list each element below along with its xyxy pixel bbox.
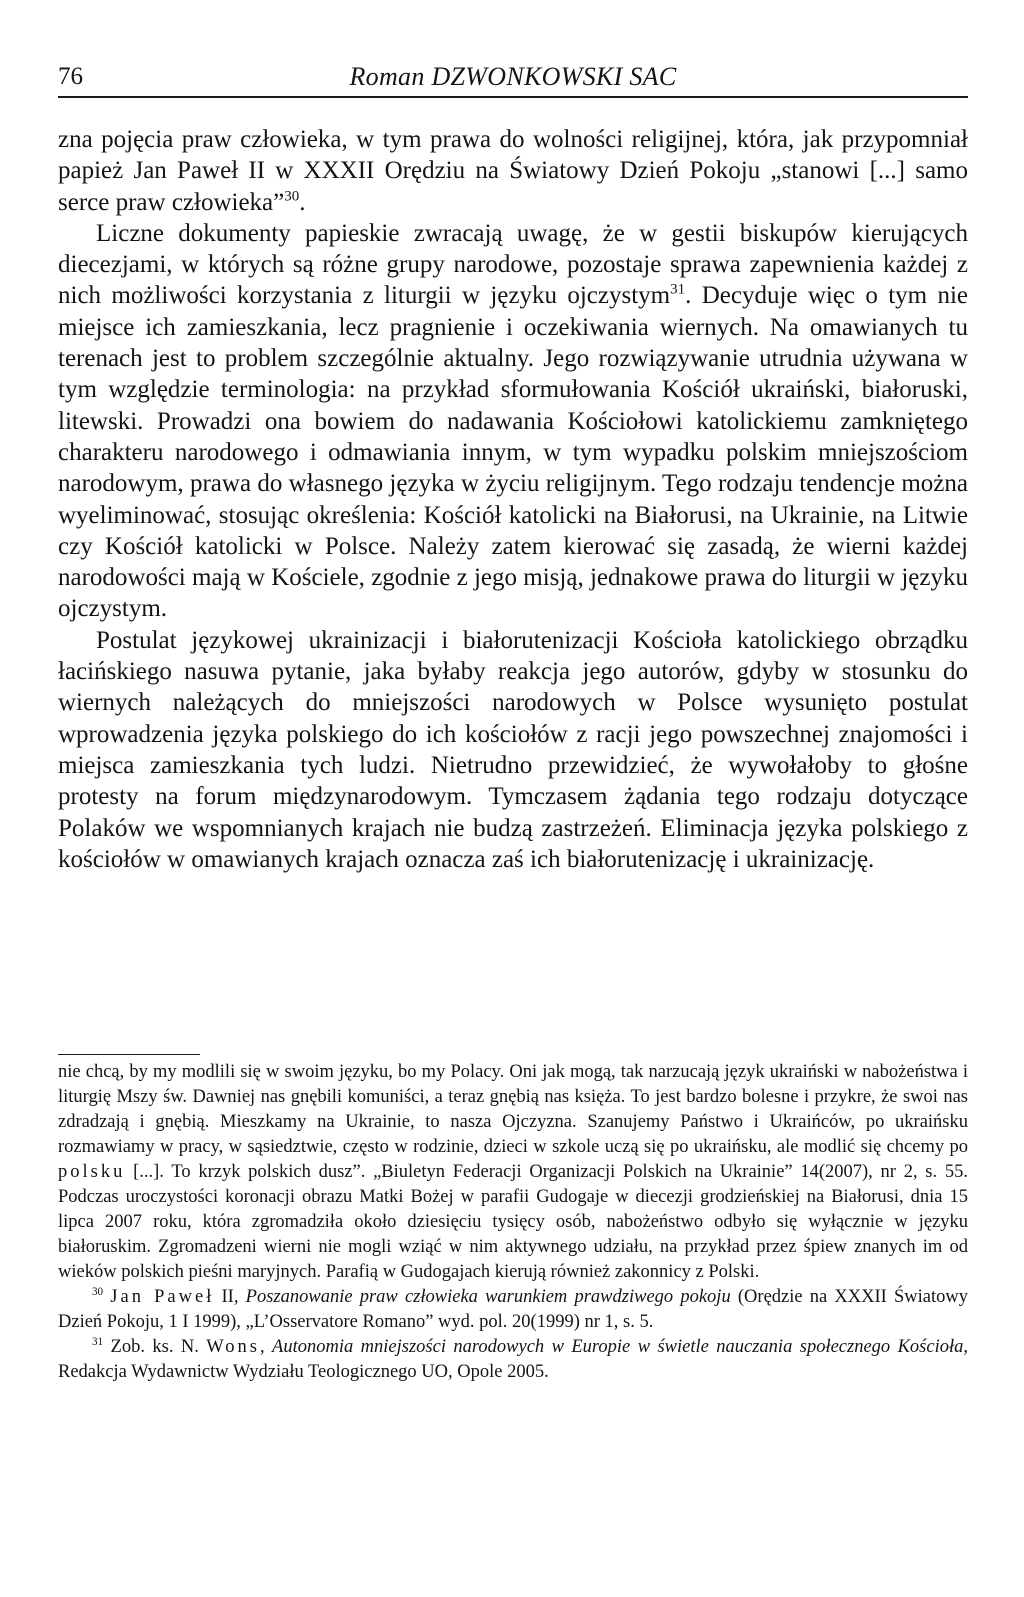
- footnote-30: $^{30}$ Jan Paweł II, Poszanowanie praw człowieka warunkiem prawdziwego pokoju (Orędzie na XXXII Światowy Dzień Pokoju, 1 I 1999), „L’Osservatore Romano” wyd. pol. 20(1999) nr 1, s. 5.: [58, 1285, 969, 1332]
- footnote-number: 31: [92, 1335, 104, 1348]
- header-rule: [58, 96, 968, 98]
- footnotes: [58, 1060, 968, 1385]
- paragraph-1: zna pojęcia praw człowieka, w tym prawa do wolności religijnej, która, jak przypomniał papież Jan Paweł II w XXXII Orędziu na Światowy Dzień Pokoju „stanowi [...] samo serce praw człowieka”$^{30}$.: [58, 126, 968, 216]
- paragraph-2: Liczne dokumenty papieskie zwracają uwagę, że w gestii biskupów kierujących diecezjami, w których są różne grupy narodowe, pozostaje sprawa zapewnienia każdej z nich możliwości korzystania z liturgii w języku ojczystym$^{31}$. Decyduje więc o tym nie miejsce ich zamieszkania, lecz pragnienie i oczekiwania wiernych. Na omawianych tu terenach jest to problem szczególnie aktualny. Jego rozwiązywanie utrudnia używana w tym względzie terminologia: na przykład sformułowania Kościół ukraiński, białoruski, litewski. Prowadzi ona bowiem do nadawania Kościołowi katolickiemu zamkniętego charakteru narodowego i odmawiania innym, w tym wypadku polskim mniejszościom narodowym, prawa do własnego języka w życiu religijnym. Tego rodzaju tendencje można wyeliminować, stosując określenia: Kościół katolicki na Białorusi, na Ukrainie, na Litwie czy Kościół katolicki w Polsce. Należy zatem kierować się zasadą, że wierni każdej narodowości mają w Kościele, zgodnie z jego misją, jednakowe prawa do liturgii w języku ojczystym.: [58, 219, 968, 623]
- footnote-ref-30[interactable]: 30: [284, 188, 300, 205]
- main-text: [58, 124, 968, 875]
- running-head: [58, 58, 968, 98]
- footnote-continuation: nie chcą, by my modlili się w swoim języku, bo my Polacy. Oni jak mogą, tak narzucają język ukraiński w nabożeństwa i liturgię Mszy św. Dawniej nas gnębili komuniści, a teraz gnębią nas księża. To jest bardzo bolesne i przykre, że swoi nas zdradzają i gnębią. Mieszkamy na Ukrainie, to nasza Ojczyzna. Szanujemy Państwo i Ukraińców, po ukraińsku rozmawiamy w pracy, w sąsiedztwie, często w rodzinie, dzieci w szkole uczą się po ukraińsku, ale modlić się chcemy po polsku [...]. To krzyk polskich dusz”. „Biuletyn Federacji Organizacji Polskich na Ukrainie” 14(2007), nr 2, s. 55. Podczas uroczystości koronacji obrazu Matki Bożej w parafii Gudogaje w diecezji grodzieńskiej na Białorusi, dnia 15 lipca 2007 roku, która zgromadziła około dziesięciu tysięcy osób, nabożeństwo odbyło się wyłącznie w języku białoruskim. Zgromadzeni wierni nie mogli wziąć w nim aktywnego udziału, na przykład przez śpiew znanych im od wieków polskich pieśni maryjnych. Parafią w Gudogajach kierują również zakonnicy z Polski.: [58, 1062, 968, 1282]
- page-number: 76: [58, 63, 83, 90]
- running-title: Roman DZWONKOWSKI SAC: [349, 62, 677, 91]
- footnote-ref-31[interactable]: 31: [670, 282, 686, 299]
- footnote-separator: [58, 1054, 200, 1055]
- footnote-31: $^{31}$ Zob. ks. N. Wons, Autonomia mniejszości narodowych w Europie w świetle nauczania społecznego Kościoła, Redakcja Wydawnictw Wydziału Teologicznego UO, Opole 2005.: [58, 1335, 969, 1382]
- paragraph-3: Postulat językowej ukrainizacji i białorutenizacji Kościoła katolickiego obrządku łacińskiego nasuwa pytanie, jaka byłaby reakcja jego autorów, gdyby w stosunku do wiernych należących do mniejszości narodowych w Polsce wysunięto postulat wprowadzenia języka polskiego do ich kościołów z racji jego powszechnej znajomości i miejsca zamieszkania tych ludzi. Nietrudno przewidzieć, że wywołałoby to głośne protesty na forum międzynarodowym. Tymczasem żądania tego rodzaju dotyczące Polaków we wspomnianych krajach nie budzą zastrzeżeń. Eliminacja języka polskiego z kościołów w omawianych krajach oznacza zaś ich białorutenizację i ukrainizację.: [58, 626, 968, 873]
- footnote-number: 30: [92, 1285, 104, 1298]
